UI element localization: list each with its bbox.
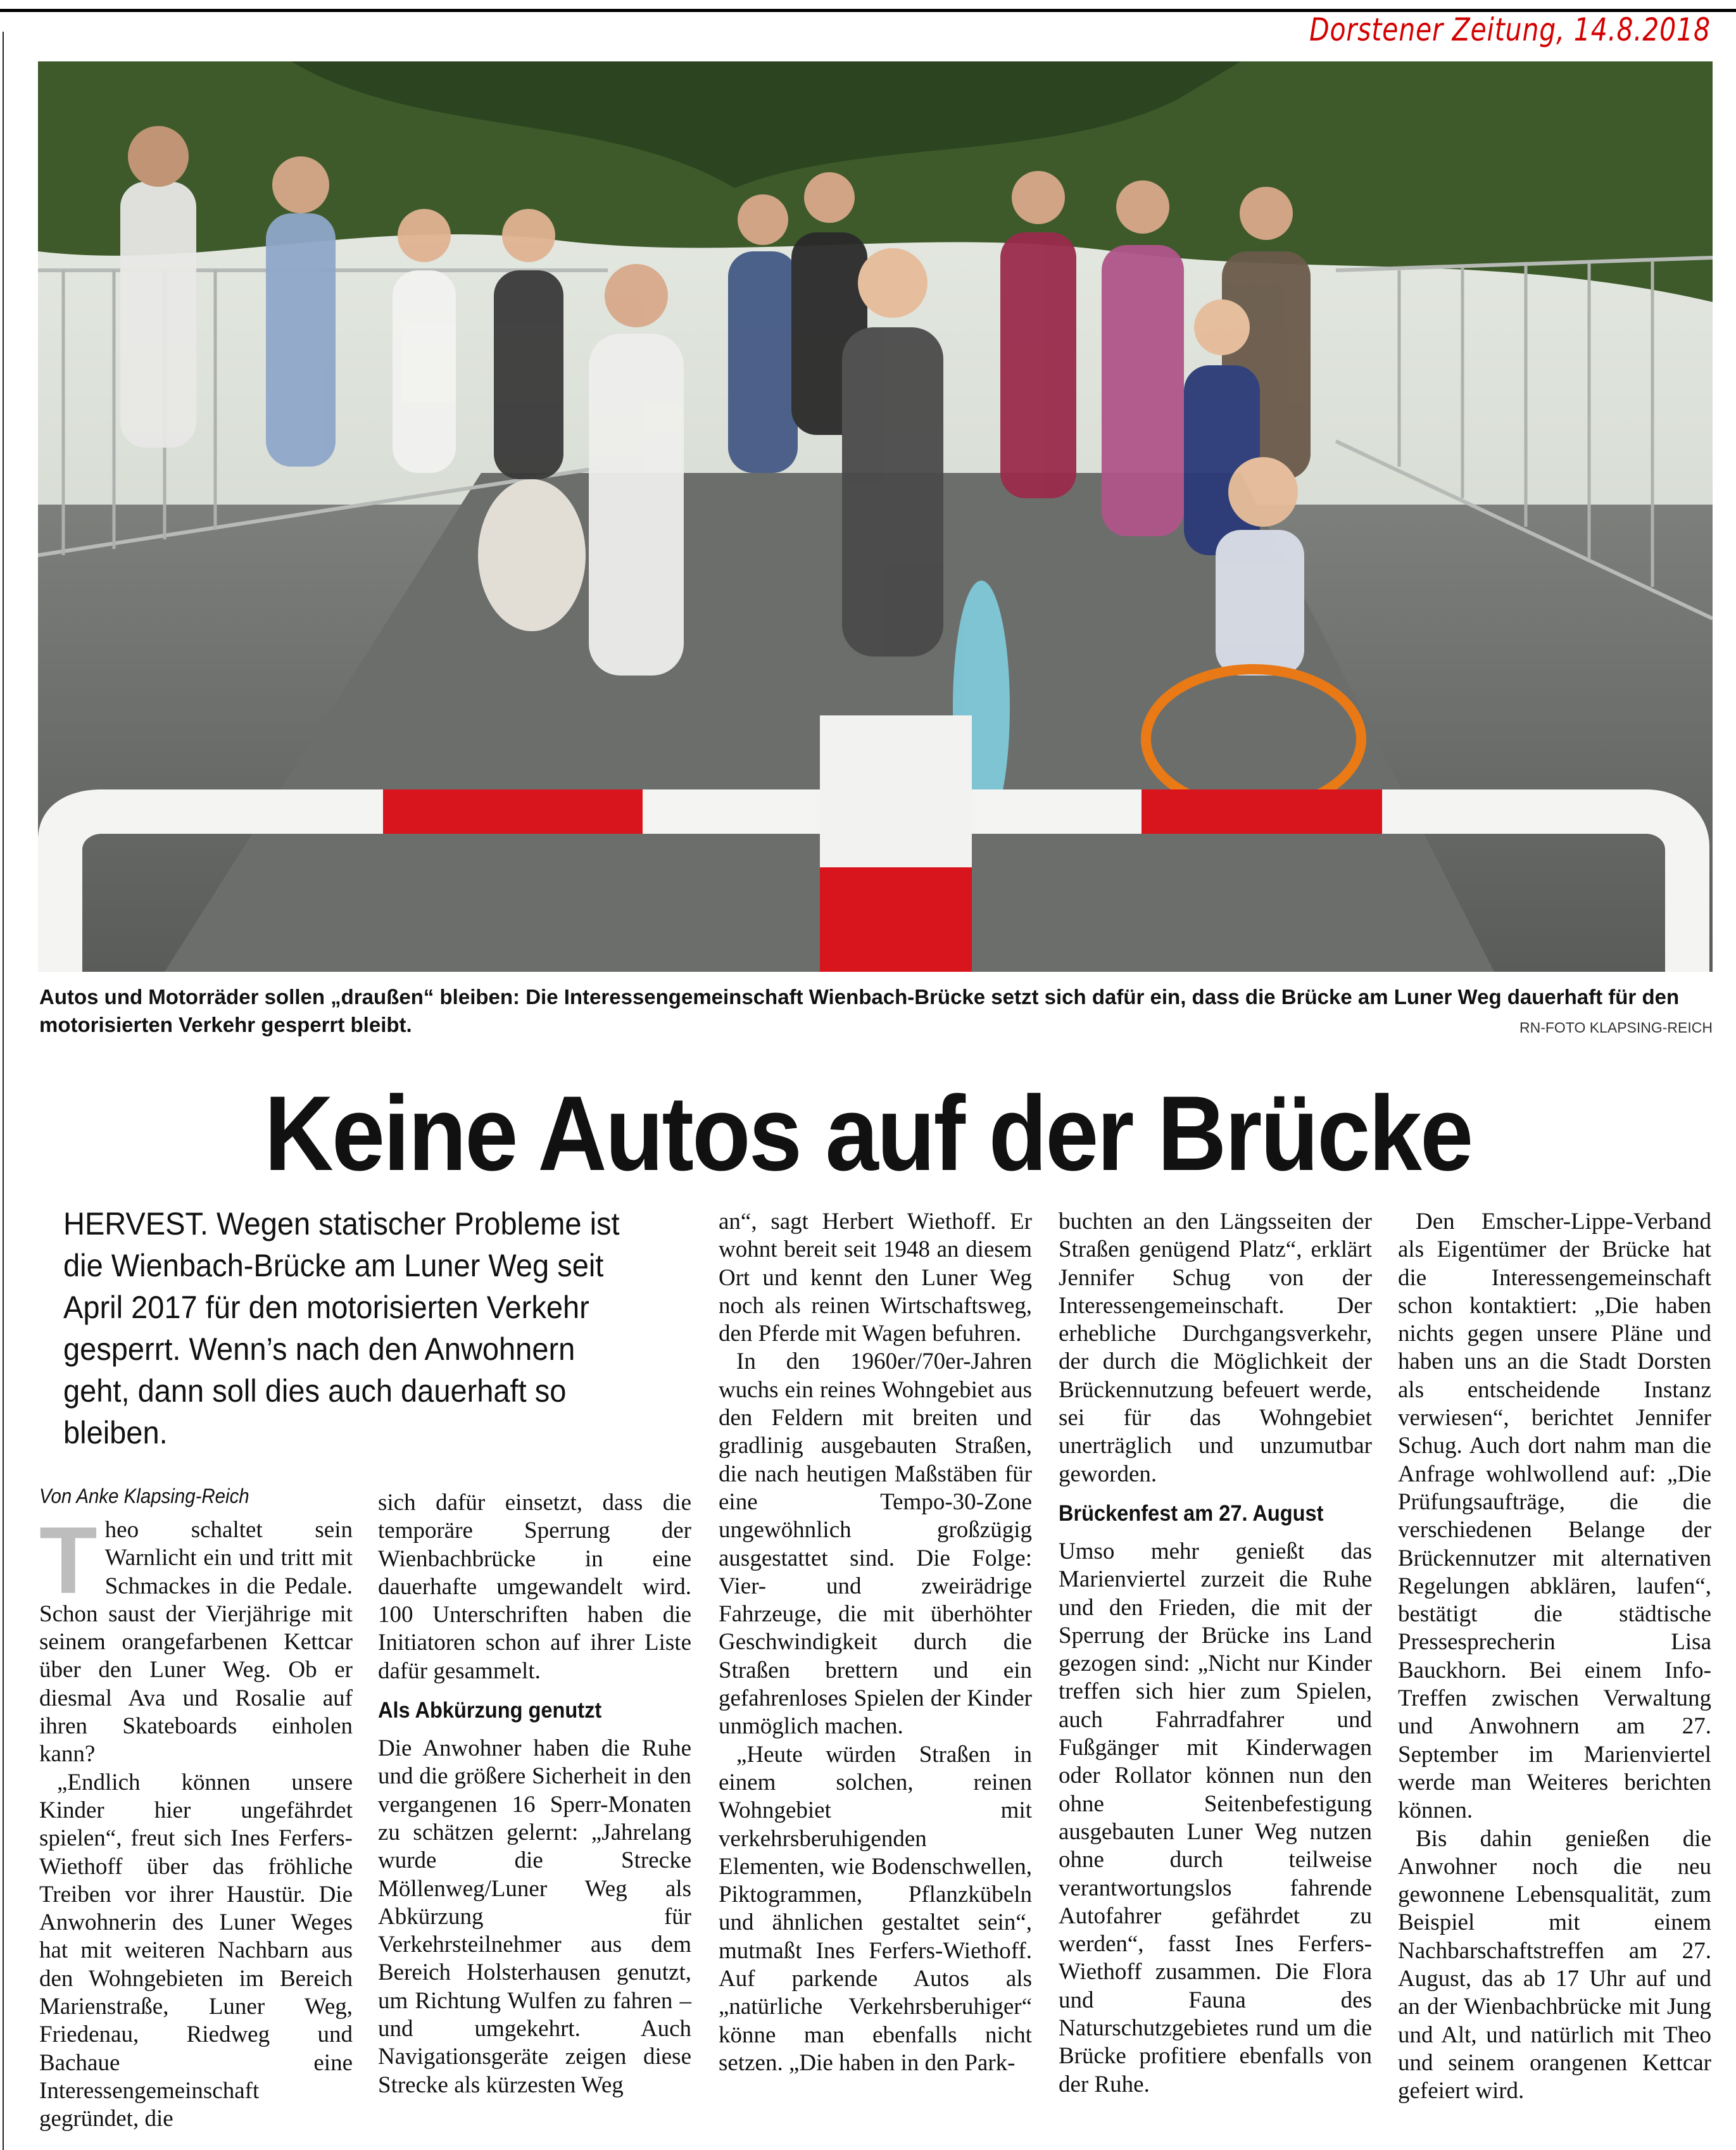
- paragraph: In den 1960er/70er-Jahren wuchs ein reines Wohngebiet aus den Feldern mit breiten und gradlinig ausgebauten Straßen, die nach heutigen Maßstäben für eine Tempo-30-Zone ungewöhnlich großzügig ausgestattet sind. Die Folge: Vier- und zweirädrige Fahrzeuge, die mit überhöhter Geschwindigkeit durch die Straßen brettern und ein gefahrenloses Spielen der Kinder unmöglich machen.: [719, 1348, 1032, 1740]
- byline: Von Anke Klapsing-Reich: [39, 1485, 249, 1507]
- paragraph: sich dafür einsetzt, dass die temporäre Sperrung der Wienbachbrücke in eine dauerhafte umgewandelt wird. 100 Unterschriften haben die Initiatoren schon auf ihrer Liste dafür gesammelt.: [378, 1490, 691, 1684]
- column-3: [719, 1208, 1032, 2077]
- paragraph: buchten an den Längsseiten der Straßen genügend Platz“, erklärt Jennifer Schug von der Interessengemeinschaft. Der erhebliche Durchgangsverkehr, der durch die Möglichkeit der Brückennutzung befeuert werde, sei für das Wohngebiet unerträglich und unzumutbar geworden.: [1059, 1209, 1372, 1487]
- subheading: Als Abkürzung genutzt: [378, 1698, 602, 1723]
- paragraph: Bis dahin genießen die Anwohner noch die neu gewonnene Lebensqualität, zum Beispiel mit einem Nachbarschaftstreffen am 27. August, das ab 17 Uhr auf und an der Wienbachbrücke mit Jung und Alt, und natürlich mit Theo und seinem orangenen Kettcar gefeiert wird.: [1398, 1825, 1711, 2104]
- drop-cap: T: [39, 1507, 97, 1613]
- left-rule: [3, 32, 4, 2150]
- paragraph: Umso mehr genießt das Marienviertel zurzeit die Ruhe und den Frieden, die mit der Sperrung der Brücke ins Land gezogen sind: „Nicht nur Kinder treffen sich hier zum Spielen, auch Fahrradfahrer und Fußgänger mit Kinderwagen oder Rollator können nun den ohne Seitenbefestigung ausgebauten Luner Weg nutzen ohne durch teilweise verantwortungslos fahrende Autofahrer gefährdet zu werden“, fasst Ines Ferfers-Wiethoff zusammen. Die Flora und Fauna des Naturschutzgebietes rund um die Brücke profitiere ebenfalls von der Ruhe.: [1059, 1538, 1372, 2097]
- column-5: [1398, 1208, 1711, 2106]
- photo-credit: RN-FOTO KLAPSING-REICH: [1519, 1019, 1713, 1036]
- paragraph: „Heute würden Straßen in einem solchen, reinen Wohngebiet mit verkehrsberuhigenden Elementen, wie Bodenschwellen, Piktogrammen, Pflanzkübeln und ähnlichen gestaltet sein“, mutmaßt Ines Ferfers-Wiethoff. Auf parkende Autos als „natürliche Verkehrsberuhiger“ könne man ebenfalls nicht setzen. „Die haben in den Park-: [719, 1741, 1032, 2076]
- photo-bridge-group: [38, 61, 1713, 972]
- column-1: [39, 1507, 353, 2134]
- lead-paragraph: HERVEST. Wegen statischer Probleme ist die Wienbach-Brücke am Luner Weg seit April 2017 für den motorisierten Verkehr gesperrt. Wenn’s nach den Anwohnern geht, dann soll dies auch dauerhaft so bleiben.: [63, 1206, 620, 1450]
- subheading: Brückenfest am 27. August: [1059, 1500, 1324, 1526]
- paragraph: an“, sagt Herbert Wiethoff. Er wohnt bereit seit 1948 an diesem Ort und kennt den Luner Weg noch als reinen Wirtschaftsweg, den Pferde mit Wagen befuhren.: [719, 1209, 1032, 1347]
- headline: Keine Autos auf der Brücke: [264, 1074, 1472, 1193]
- article-photo: [38, 61, 1713, 972]
- column-4: [1059, 1208, 1372, 2099]
- paragraph: heo schaltet sein Warnlicht ein und tritt mit Schmackes in die Pedale. Schon saust der Vierjährige mit seinem orangefarbenen Kettcar über den Luner Weg. Ob er diesmal Ava und Rosalie auf ihren Skateboards einholen kann?: [39, 1517, 353, 1768]
- source-annotation: Dorstener Zeitung, 14.8.2018: [1309, 11, 1711, 48]
- paragraph: Die Anwohner haben die Ruhe und die größere Sicherheit in den vergangenen 16 Sperr-Monaten zu schätzen gelernt: „Jahrelang wurde die Strecke Möllenweg/Luner Weg als Abkürzung für Verkehrsteilnehmer aus dem Bereich Holsterhausen genutzt, um Richtung Wulfen zu fahren – und umgekehrt. Auch Navigationsgeräte zeigen diese Strecke als kürzesten Weg: [378, 1735, 691, 2098]
- column-2: [378, 1489, 691, 2099]
- paragraph: Den Emscher-Lippe-Verband als Eigentümer der Brücke hat die Interessengemeinschaft schon kontaktiert: „Die haben nichts gegen unsere Pläne und haben uns an die Stadt Dorsten als entscheidende Instanz verwiesen“, berichtet Jennifer Schug. Auch dort nahm man die Anfrage wohlwollend auf: „Die Prüfungsaufträge, die die verschiedenen Belange der Brückennutzer mit alternativen Regelungen abklären, laufen“, bestätigt die städtische Pressesprecherin Lisa Bauckhorn. Bei einem Info-Treffen zwischen Verwaltung und Anwohnern am 27. September im Marienviertel werde man Weiteres berichten können.: [1398, 1209, 1711, 1824]
- photo-caption: Autos und Motorräder sollen „draußen“ bleiben: Die Interessengemeinschaft Wienbach-Brücke setzt sich dafür ein, dass die Brücke am Luner Weg dauerhaft für den motorisierten Verkehr gesperrt bleibt.: [39, 985, 1680, 1036]
- paragraph: „Endlich können unsere Kinder hier ungefährdet spielen“, freut sich Ines Ferfers-Wiethoff über das fröhliche Treiben vor ihrer Haustür. Die Anwohnerin des Luner Weges hat mit weiteren Nachbarn aus den Wohngebieten im Bereich Marienstraße, Luner Weg, Friedenau, Riedweg und Bachaue eine Interessengemeinschaft gegründet, die: [39, 1769, 353, 2132]
